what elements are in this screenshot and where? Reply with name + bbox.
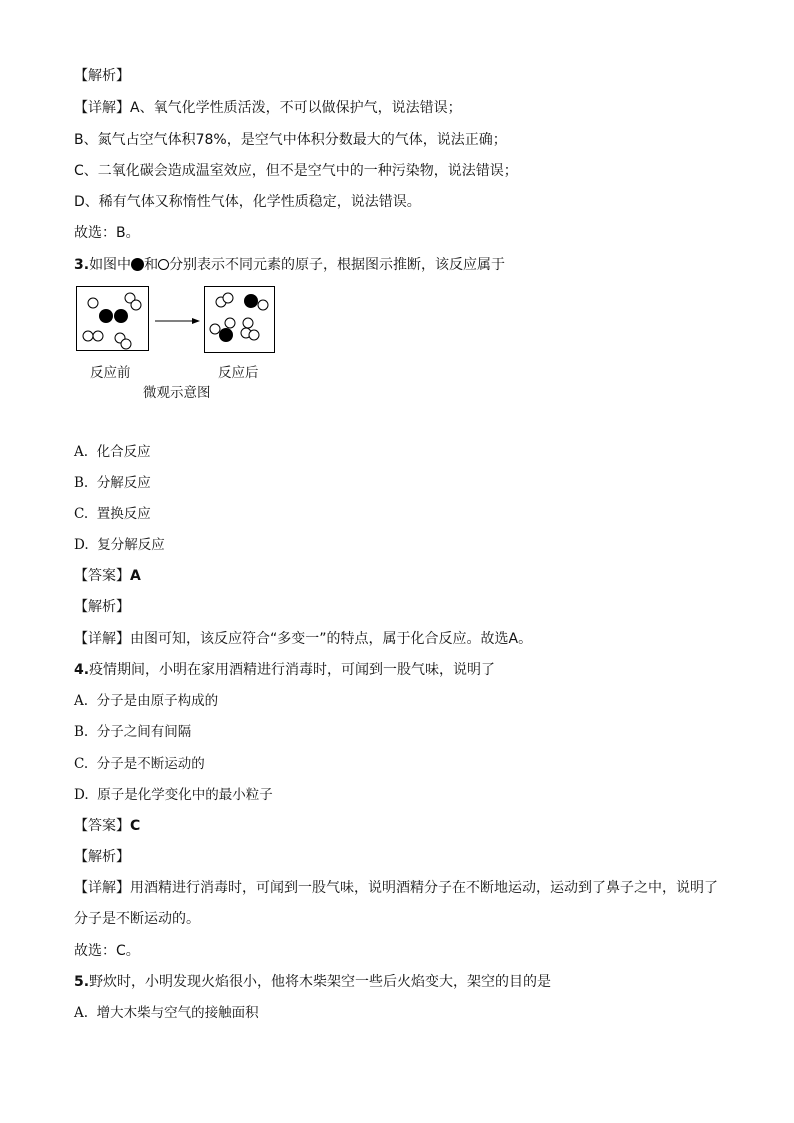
q4-number: 4.: [74, 662, 90, 678]
q4-answer-tag: 【答案】: [74, 818, 130, 834]
q3-stem-prefix: 如图中: [89, 257, 132, 273]
q4-option-d: D. 原子是化学变化中的最小粒子: [74, 787, 273, 803]
white-atom: [258, 300, 268, 310]
black-atom: [244, 294, 258, 308]
q2-detail-a-text: A、氧气化学性质活泼，不可以做保护气，说法错误；: [130, 100, 462, 116]
q2-detail-b: B、氮气占空气体积78%，是空气中体积分数最大的气体，说法正确；: [74, 132, 507, 148]
q3-detail-text: 由图可知，该反应符合“多变一”的特点，属于化合反应。故选A。: [130, 631, 533, 647]
q5-stem: [74, 972, 551, 992]
q5-stem-text: 野炊时，小明发现火焰很小，他将木柴架空一些后火焰变大，架空的目的是: [89, 974, 552, 990]
q2-detail-c: C、二氧化碳会造成温室效应，但不是空气中的一种污染物，说法错误；: [74, 163, 518, 179]
q2-detail-d: D、稀有气体又称惰性气体，化学性质稳定，说法错误。: [74, 194, 421, 210]
q4-detail-line1: [74, 878, 718, 898]
q2-detail-a: [74, 98, 462, 118]
q3-number: 3.: [74, 257, 90, 273]
q3-answer: [74, 566, 141, 586]
q4-choice: 故选：C。: [74, 943, 140, 959]
white-atom: [88, 298, 98, 308]
q3-detail: [74, 629, 532, 649]
q3-answer-value: A: [130, 568, 141, 584]
figure-label-after: 反应后: [218, 365, 259, 381]
q3-option-b: B. 分解反应: [74, 475, 151, 491]
q3-stem-suffix: 分别表示不同元素的原子，根据图示推断，该反应属于: [169, 257, 506, 273]
q3-analysis-tag: 【解析】: [74, 599, 130, 615]
q4-detail-tag: 【详解】: [74, 880, 130, 896]
after-box: [205, 287, 275, 353]
white-atom: [225, 318, 235, 328]
q4-option-b: B. 分子之间有间隔: [74, 724, 192, 740]
q5-option-a: A. 增大木柴与空气的接触面积: [74, 1005, 259, 1021]
q4-option-c: C. 分子是不断运动的: [74, 756, 205, 772]
q3-option-d: D. 复分解反应: [74, 537, 165, 553]
black-atom: [99, 309, 113, 323]
q4-stem-text: 疫情期间，小明在家用酒精进行消毒时，可闻到一股气味，说明了: [89, 662, 496, 678]
q4-analysis-tag: 【解析】: [74, 849, 130, 865]
white-atom: [83, 331, 93, 341]
black-atom: [114, 309, 128, 323]
q4-stem: [74, 660, 495, 680]
white-atom-icon: [158, 259, 169, 270]
figure-caption: 微观示意图: [143, 385, 211, 401]
q3-stem-and: 和: [144, 257, 159, 273]
q2-analysis-tag: 【解析】: [74, 68, 130, 84]
q4-answer: [74, 816, 140, 836]
white-atom: [121, 339, 131, 349]
white-atom: [243, 318, 253, 328]
q3-option-a: A. 化合反应: [74, 444, 151, 460]
q4-answer-value: C: [130, 818, 141, 834]
q4-detail-line2: 分子是不断运动的。: [74, 911, 200, 927]
black-atom-icon: [131, 258, 144, 271]
q2-detail-tag: 【详解】: [74, 100, 130, 116]
white-atom: [249, 330, 259, 340]
q2-choice: 故选：B。: [74, 225, 140, 241]
black-atom: [219, 328, 233, 342]
white-atom: [93, 331, 103, 341]
reaction-figure: [74, 283, 284, 357]
white-atom: [131, 300, 141, 310]
q4-option-a: A. 分子是由原子构成的: [74, 693, 219, 709]
white-atom: [223, 293, 233, 303]
q4-detail-text: 用酒精进行消毒时，可闻到一股气味，说明酒精分子在不断地运动，运动到了鼻子之中，说明了: [130, 880, 718, 896]
arrow-head-icon: [192, 318, 200, 324]
q3-answer-tag: 【答案】: [74, 568, 130, 584]
q5-number: 5.: [74, 974, 90, 990]
q3-option-c: C. 置换反应: [74, 506, 151, 522]
q3-stem: [74, 255, 505, 275]
figure-label-before: 反应前: [90, 365, 131, 381]
q3-detail-tag: 【详解】: [74, 631, 130, 647]
white-atom: [210, 324, 220, 334]
